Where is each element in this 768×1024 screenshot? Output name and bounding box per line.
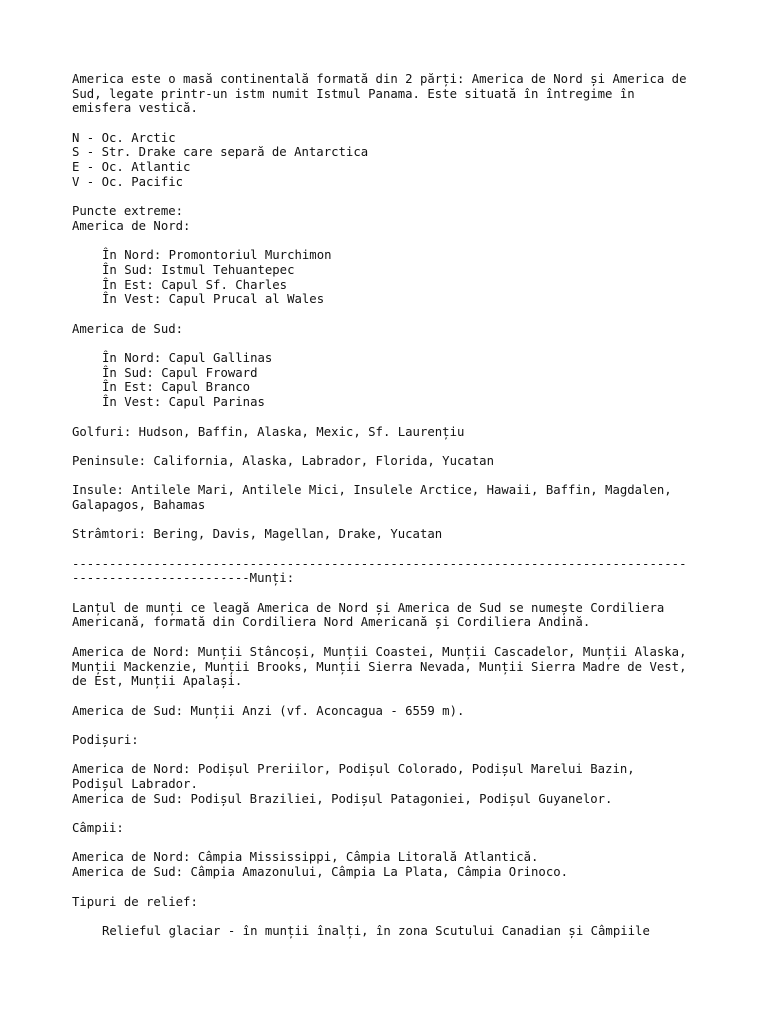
plains-paragraph (72, 850, 768, 879)
mountains-north-paragraph (72, 645, 768, 689)
text-line: America de Nord: Câmpia Mississippi, Câmpia Litorală Atlantică. (72, 850, 539, 865)
text-line: Galapagos, Bahamas (72, 497, 206, 512)
extreme-point-item: În Est: Capul Sf. Charles (102, 277, 288, 292)
border-item: E - Oc. Atlantic (72, 160, 191, 175)
text-line: Munții Mackenzie, Munții Brooks, Munții Sierra Nevada, Munții Sierra Madre de Vest, (72, 659, 687, 674)
text-line: Insule: Antilele Mari, Antilele Mici, Insulele Arctice, Hawaii, Baffin, Magdalen, (72, 483, 672, 498)
south-america-heading: America de Sud: (72, 321, 184, 336)
text-line: America de Sud: Câmpia Amazonului, Câmpia La Plata, Câmpia Orinoco. (72, 865, 569, 880)
text-line: Podișul Labrador. (72, 777, 198, 791)
north-america-heading: America de Nord: (72, 218, 191, 233)
straits-line: Strâmtori: Bering, Davis, Magellan, Drake, Yucatan (72, 527, 443, 542)
plateaus-paragraph (72, 762, 768, 806)
border-item: S - Str. Drake care separă de Antarctica (72, 145, 369, 160)
extreme-point-item: În Nord: Promontoriul Murchimon (102, 248, 332, 263)
intro-paragraph (72, 72, 768, 116)
text-line: America de Nord: Munții Stâncoși, Munții Coastei, Munții Cascadelor, Munții Alaska, (72, 644, 687, 659)
peninsulas-line: Peninsule: California, Alaska, Labrador, Florida, Yucatan (72, 453, 494, 468)
text-line: America este o masă continentală formată din 2 părți: America de Nord și America de (72, 72, 687, 86)
south-america-points (72, 351, 768, 410)
islands-paragraph (72, 483, 768, 512)
borders-list (72, 131, 768, 190)
mountains-separator (72, 557, 768, 586)
text-line: America de Nord: Podișul Preriilor, Podișul Colorado, Podișul Marelui Bazin, (72, 762, 635, 777)
text-line: Sud, legate printr-un istm numit Istmul Panama. Este situată în întregime în (72, 86, 635, 101)
text-line: Lanțul de munți ce leagă America de Nord și America de Sud se numește Cordiliera (72, 600, 665, 615)
gulfs-line: Golfuri: Hudson, Baffin, Alaska, Mexic, Sf. Laurențiu (72, 424, 465, 439)
text-line: de Est, Munții Apalași. (72, 674, 243, 689)
extreme-point-item: În Vest: Capul Parinas (102, 395, 265, 410)
text-line: America de Sud: Podișul Braziliei, Podișul Patagoniei, Podișul Guyanelor. (72, 791, 613, 806)
north-america-points (72, 248, 768, 307)
extreme-point-item: În Sud: Capul Froward (102, 365, 258, 380)
border-item: V - Oc. Pacific (72, 174, 184, 189)
extreme-point-item: În Vest: Capul Prucal al Wales (102, 292, 325, 307)
relief-types-heading: Tipuri de relief: (72, 894, 198, 909)
text-line: emisfera vestică. (72, 101, 198, 116)
mountains-intro-paragraph (72, 601, 768, 630)
plateaus-heading: Podișuri: (72, 732, 139, 747)
extreme-point-item: În Est: Capul Branco (102, 380, 251, 395)
mountains-heading: ------------------------Munți: (72, 571, 295, 586)
extreme-point-item: În Nord: Capul Gallinas (102, 351, 273, 366)
plains-heading: Câmpii: (72, 821, 124, 836)
extreme-point-item: În Sud: Istmul Tehuantepec (102, 262, 295, 277)
text-line: Americană, formată din Cordiliera Nord Americană și Cordiliera Andină. (72, 615, 591, 630)
border-item: N - Oc. Arctic (72, 130, 176, 145)
extreme-points-heading: Puncte extreme: (72, 204, 184, 219)
mountains-south-line: America de Sud: Munții Anzi (vf. Aconcagua - 6559 m). (72, 703, 465, 718)
relief-item: Relieful glaciar - în munții înalți, în zona Scutului Canadian și Câmpiile (102, 923, 650, 938)
separator-line: ----------------------------------------------------------------------------------- (72, 556, 687, 571)
